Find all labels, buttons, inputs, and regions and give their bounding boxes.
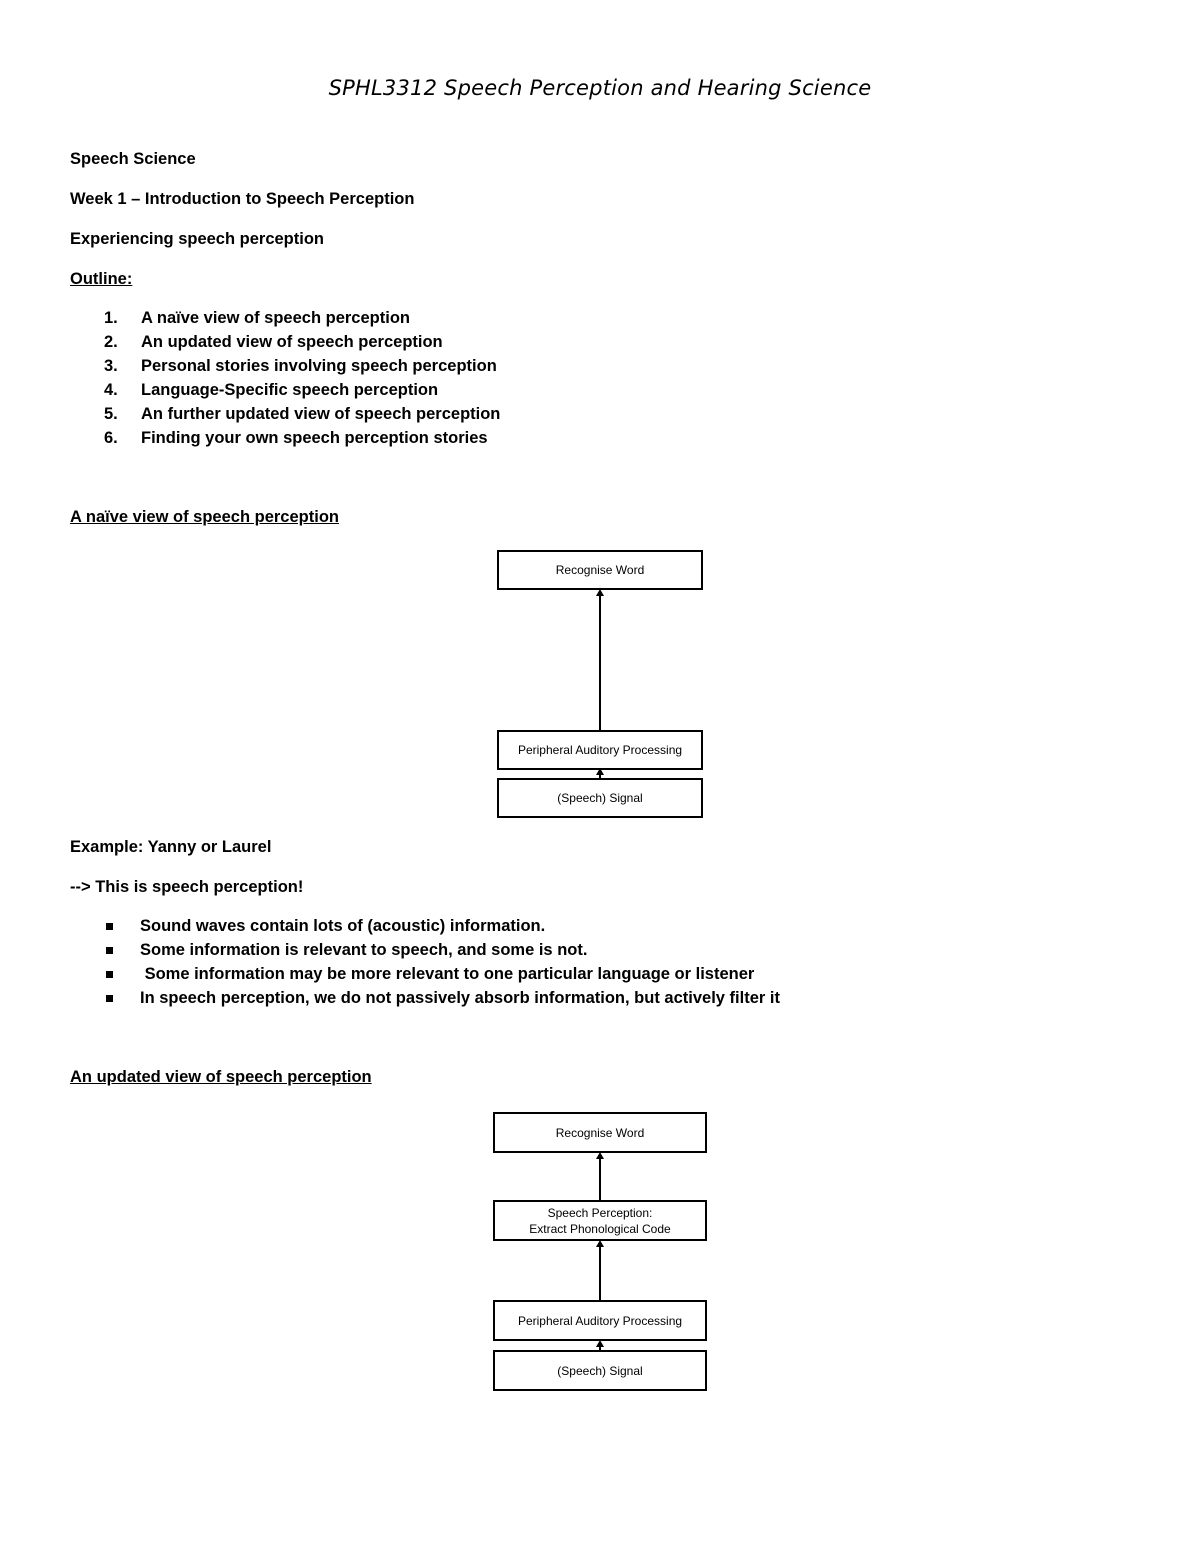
box-label: Recognise Word — [555, 563, 645, 577]
outline-number: 1. — [104, 309, 118, 327]
box-label-line1: Speech Perception: — [547, 1205, 653, 1220]
speech-perception-box — [493, 1200, 707, 1241]
bullet-text: In speech perception, we do not passively absorb information, but actively filter it — [140, 989, 780, 1007]
connector-line — [599, 595, 601, 732]
speech-signal-box — [497, 778, 703, 818]
outline-text: Personal stories involving speech perception — [141, 357, 497, 375]
outline-number: 2. — [104, 333, 118, 351]
section-heading-updated: An updated view of speech perception — [70, 1068, 372, 1086]
connector-line — [599, 1158, 601, 1202]
recognise-word-box — [493, 1112, 707, 1153]
box-label: Peripheral Auditory Processing — [517, 743, 683, 757]
note-text: --> This is speech perception! — [70, 878, 304, 896]
box-label-line2: Extract Phonological Code — [529, 1221, 671, 1236]
bullet-text: Sound waves contain lots of (acoustic) information. — [140, 917, 546, 935]
outline-number: 6. — [104, 429, 118, 447]
outline-number: 5. — [104, 405, 118, 423]
page-title: SPHL3312 Speech Perception and Hearing Science — [328, 76, 872, 100]
connector-line — [599, 1246, 601, 1302]
box-label: Peripheral Auditory Processing — [517, 1313, 683, 1328]
box-label: Recognise Word — [555, 1125, 645, 1140]
outline-heading: Outline: — [70, 270, 133, 288]
peripheral-processing-box — [493, 1300, 707, 1341]
outline-text: Language-Specific speech perception — [141, 381, 439, 399]
square-bullet-icon — [106, 923, 113, 930]
box-label: (Speech) Signal — [557, 791, 643, 805]
outline-number: 3. — [104, 357, 118, 375]
bullet-text: Some information is relevant to speech, and some is not. — [140, 941, 588, 959]
speech-signal-box — [493, 1350, 707, 1391]
week-heading: Week 1 – Introduction to Speech Perception — [70, 190, 415, 208]
outline-text: An further updated view of speech perception — [141, 405, 501, 423]
bullet-text: Some information may be more relevant to one particular language or listener — [140, 965, 755, 983]
outline-text: A naïve view of speech perception — [141, 309, 410, 327]
subject-heading: Speech Science — [70, 150, 196, 168]
box-label: (Speech) Signal — [557, 1363, 643, 1378]
section-heading-naive: A naïve view of speech perception — [70, 508, 339, 526]
square-bullet-icon — [106, 947, 113, 954]
peripheral-processing-box — [497, 730, 703, 770]
outline-text: Finding your own speech perception stories — [141, 429, 488, 447]
square-bullet-icon — [106, 995, 113, 1002]
outline-number: 4. — [104, 381, 118, 399]
outline-text: An updated view of speech perception — [141, 333, 443, 351]
lecture-title: Experiencing speech perception — [70, 230, 324, 248]
recognise-word-box — [497, 550, 703, 590]
square-bullet-icon — [106, 971, 113, 978]
example-text: Example: Yanny or Laurel — [70, 838, 272, 856]
